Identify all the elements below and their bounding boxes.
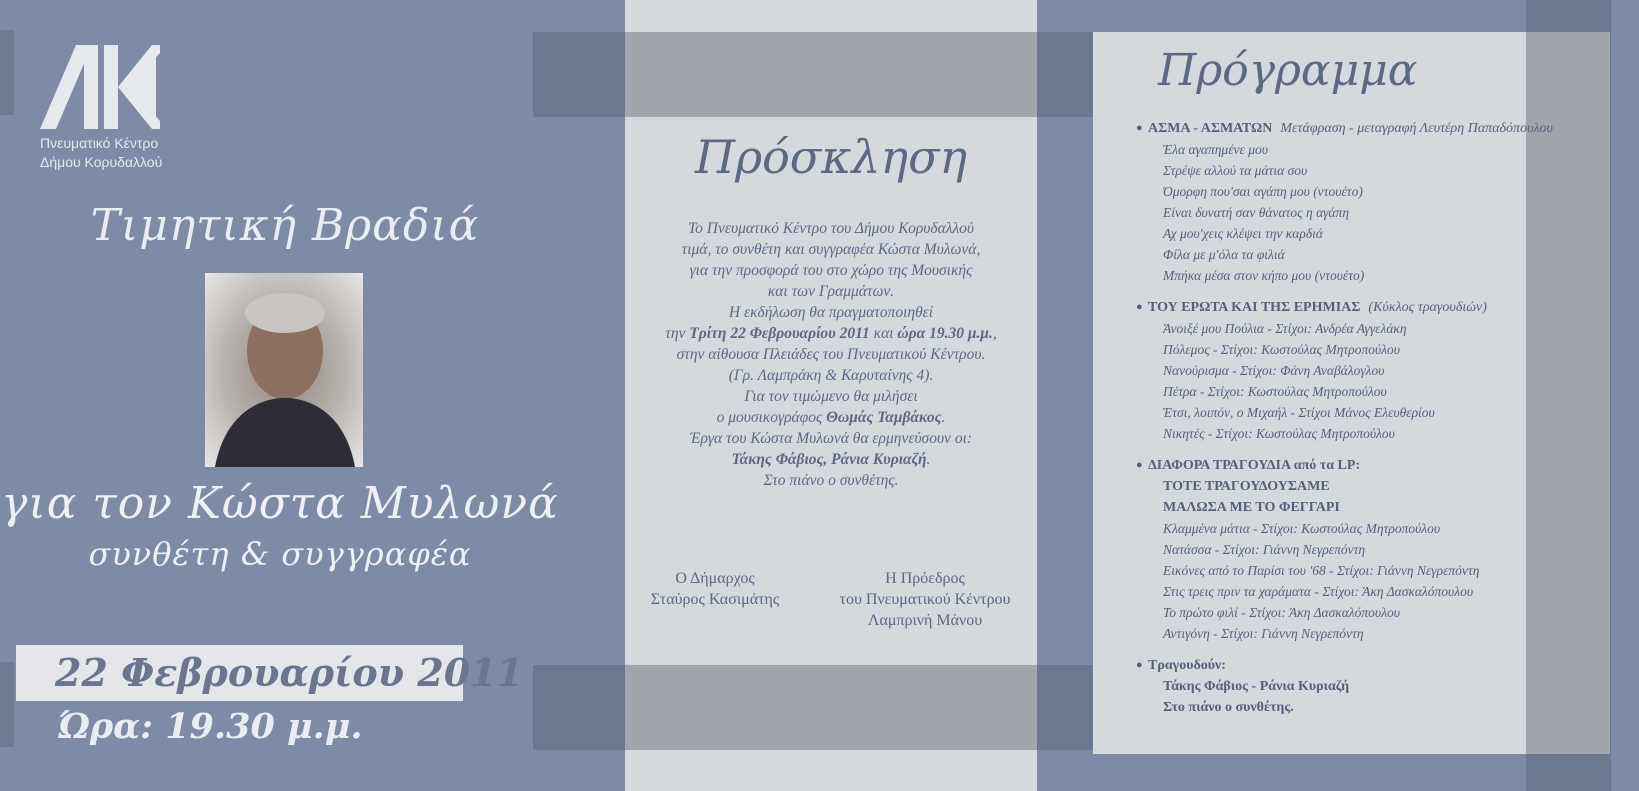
program-item: Στρέψε αλλού τα μάτια σου <box>1163 163 1308 178</box>
event-time: Ώρα: 19.30 μ.μ. <box>58 706 363 747</box>
section-title-text: ΑΣΜΑ - ΑΣΜΑΤΩΝ <box>1148 121 1273 136</box>
program-item: Φίλα με μ'όλα τα φιλιά <box>1163 247 1285 262</box>
program-item: Στις τρεις πριν τα χαράματα - Στίχοι: Άκη Δασκαλόπουλου <box>1163 584 1474 599</box>
invitation-line: Η εκδήλωση θα πραγματοποιηθεί <box>728 304 934 321</box>
invitation-line: Το Πνευματικό Κέντρο του Δήμου Κορυδαλλού <box>687 220 975 237</box>
text-fragment: ο μουσικογράφος <box>716 409 827 426</box>
program-item: Νατάσσα - Στίχοι: Γιάννη Νεγρεπόντη <box>1163 542 1366 557</box>
text-fragment: . <box>941 409 946 426</box>
program-item: Αντιγόνη - Στίχοι: Γιάννη Νεγρεπόντη <box>1163 626 1364 641</box>
event-date-bold: Τρίτη 22 Φεβρουαρίου 2011 <box>689 325 870 342</box>
program-item: Κλαμμένα μάτια - Στίχοι: Κωστούλας Μητροπούλου <box>1163 521 1441 536</box>
signature-org: του Πνευματικού Κέντρου <box>839 591 1011 608</box>
program-item: Όμορφη που'σαι αγάπη μου (ντουέτο) <box>1163 184 1363 199</box>
event-title: Τιμητική Βραδιά <box>90 200 480 251</box>
program-item: Πόλεμος - Στίχοι: Κωστούλας Μητροπούλου <box>1163 342 1400 357</box>
section-title: ● Τραγουδούν: <box>1148 655 1578 676</box>
invitation-line: Στο πιάνο ο συνθέτης. <box>763 472 899 489</box>
section-title: ● ΔΙΑΦΟΡΑ ΤΡΑΓΟΥΔΙΑ από τα LP: <box>1148 455 1578 476</box>
invitation-line <box>625 323 1037 344</box>
cultural-center-logo-icon <box>40 45 160 129</box>
president-signature <box>820 568 1030 631</box>
decorative-band <box>0 30 14 115</box>
program-item: Έτσι, λοιπόν, ο Μιχαήλ - Στίχοι Μάνος Ελευθερίου <box>1163 405 1435 420</box>
logo-caption-line: Πνευματικό Κέντρο <box>40 135 159 151</box>
logo-caption <box>40 134 162 172</box>
section-title <box>1148 297 1578 318</box>
program-heading: Πρόγραμμα <box>1158 45 1418 96</box>
program-item: Άνοιξέ μου Πούλια - Στίχοι: Ανδρέα Αγγελάκη <box>1163 321 1407 336</box>
invitation-line: και των Γραμμάτων. <box>767 283 895 300</box>
program-item: Νικητές - Στίχοι: Κωστούλας Μητροπούλου <box>1163 426 1395 441</box>
honoree-name: για τον Κώστα Μυλωνά <box>1 478 559 529</box>
section-title-text: ΤΟΥ ΕΡΩΤΑ ΚΑΙ ΤΗΣ ΕΡΗΜΙΑΣ <box>1148 300 1361 315</box>
program-section <box>1148 455 1578 644</box>
event-time-bold: ώρα 19.30 μ.μ. <box>897 325 993 342</box>
honoree-photo <box>205 273 363 467</box>
program-item: Το πρώτο φιλί - Στίχοι: Άκη Δασκαλόπουλου <box>1163 605 1400 620</box>
event-date: 22 Φεβρουαρίου 2011 <box>55 650 524 695</box>
program-item: Νανούρισμα - Στίχοι: Φάνη Αναβάλογλου <box>1163 363 1385 378</box>
invitation-line: Για τον τιμώμενο θα μιλήσει <box>744 388 918 405</box>
portrait-icon <box>205 273 363 467</box>
program-item: Πέτρα - Στίχοι: Κωστούλας Μητροπούλου <box>1163 384 1387 399</box>
invitation-line: (Γρ. Λαμπράκη & Καρυταίνης 4). <box>728 367 934 384</box>
invitation-line: τιμά, το συνθέτη και συγγραφέα Κώστα Μυλωνά, <box>681 241 981 258</box>
invitation-heading: Πρόσκληση <box>694 130 968 184</box>
signature-title: Η Πρόεδρος <box>885 570 965 587</box>
invitation-body <box>625 218 1037 491</box>
invitation-line <box>625 407 1037 428</box>
program-list <box>1148 118 1578 729</box>
section-title <box>1148 118 1578 139</box>
text-fragment: την <box>665 325 690 342</box>
text-fragment: . <box>926 451 931 468</box>
pianist-note: Στο πιάνο ο συνθέτης. <box>1163 700 1294 715</box>
text-fragment: και <box>869 325 898 342</box>
signature-name: Λαμπρινή Μάνου <box>867 612 983 629</box>
program-item: Αχ μου'χεις κλέψει την καρδιά <box>1163 226 1323 241</box>
decorative-band-bottom <box>625 665 1037 750</box>
signature-name: Σταύρος Κασιμάτης <box>650 591 780 608</box>
invitation-line: Έργα του Κώστα Μυλωνά θα ερμηνεύσουν οι: <box>689 430 973 447</box>
album-title: ΜΑΛΩΣΑ ΜΕ ΤΟ ΦΕΓΓΑΡΙ <box>1163 500 1340 515</box>
decorative-band-top <box>625 32 1037 117</box>
section-note: (Κύκλος τραγουδιών) <box>1368 300 1487 315</box>
decorative-band <box>0 662 14 747</box>
program-section <box>1148 297 1578 444</box>
invitation-line <box>625 449 1037 470</box>
program-item: Εικόνες από το Παρίσι του '68 - Στίχοι: Γιάννη Νεγρεπόντη <box>1163 563 1480 578</box>
invitation-line: για την προσφορά του στο χώρο της Μουσικής <box>689 262 973 279</box>
honoree-role: συνθέτη & συγγραφέα <box>88 535 472 573</box>
section-note: Μετάφραση - μεταγραφή Λευτέρη Παπαδόπουλου <box>1280 121 1553 136</box>
signature-title: Ο Δήμαρχος <box>675 570 755 587</box>
speaker-name: Θωμάς Ταμβάκος <box>826 409 942 426</box>
program-item: Μπήκα μέσα στον κήπο μου (ντουέτο) <box>1163 268 1365 283</box>
logo-caption-line: Δήμου Κορυδαλλού <box>40 154 163 170</box>
mayor-signature <box>630 568 800 610</box>
invitation-line: στην αίθουσα Πλειάδες του Πνευματικού Κέντρου. <box>676 346 986 363</box>
program-section <box>1148 118 1578 286</box>
text-fragment: , <box>992 325 997 342</box>
program-item: Έλα αγαπημένε μου <box>1163 142 1268 157</box>
performers-names: Τάκης Φάβιος, Ράνια Κυριαζή <box>731 451 927 468</box>
program-section <box>1148 655 1578 718</box>
performers: Τάκης Φάβιος - Ράνια Κυριαζή <box>1163 679 1350 694</box>
program-item: Είναι δυνατή σαν θάνατος η αγάπη <box>1163 205 1350 220</box>
album-title: ΤΟΤΕ ΤΡΑΓΟΥΔΟΥΣΑΜΕ <box>1163 479 1330 494</box>
